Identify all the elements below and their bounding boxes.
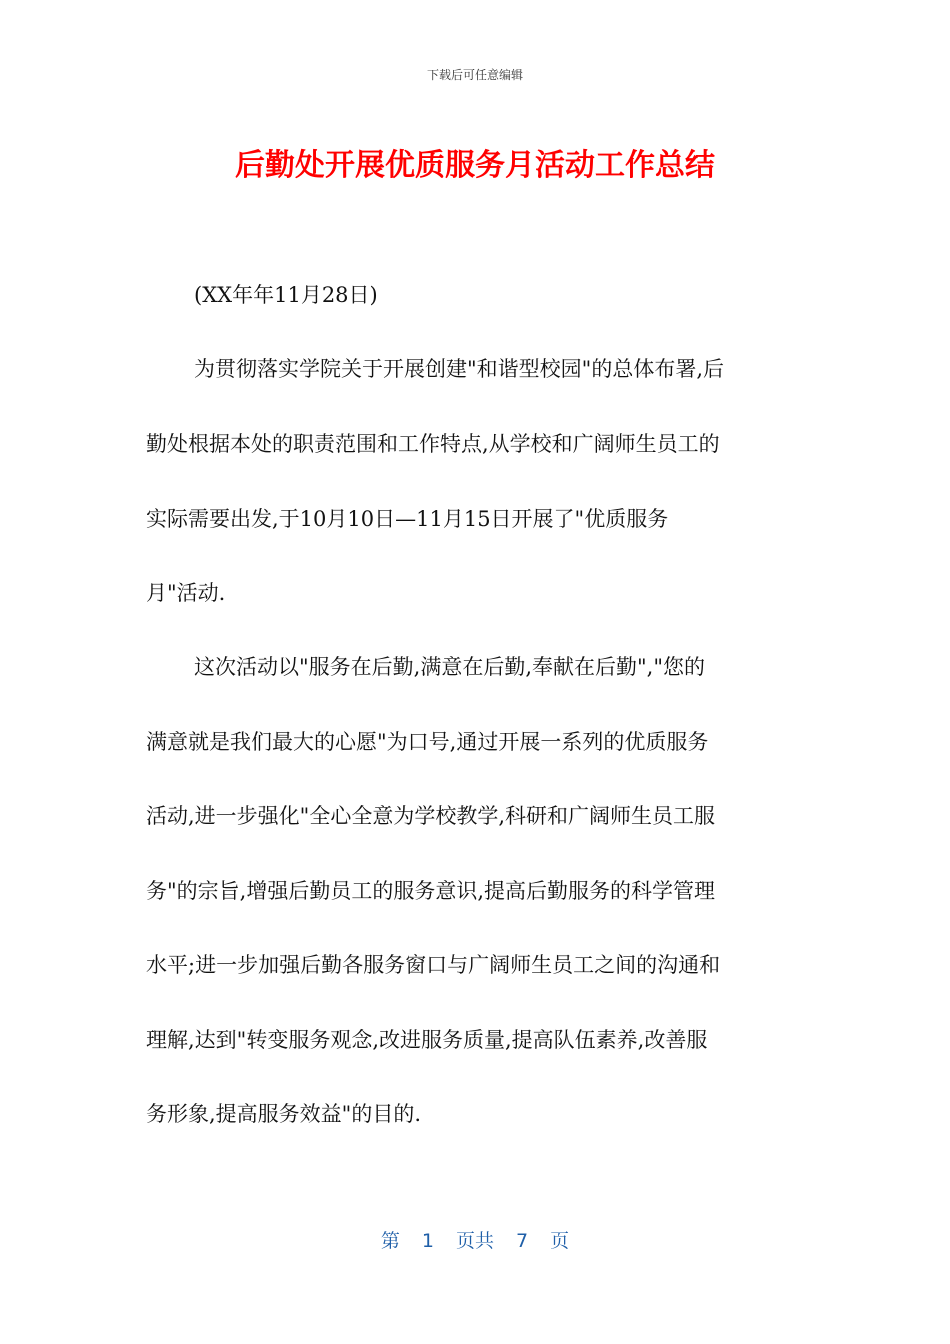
paragraph-1-line-3: 实际需要出发,于10月10日—11月15日开展了"优质服务 <box>146 507 669 531</box>
paragraph-2-line-5: 水平;进一步加强后勤各服务窗口与广阔师生员工之间的沟通和 <box>146 953 721 977</box>
page-footer <box>0 1226 950 1253</box>
paragraph-2-line-7: 务形象,提高服务效益"的目的. <box>146 1102 422 1126</box>
paragraph-2-line-2: 满意就是我们最大的心愿"为口号,通过开展一系列的优质服务 <box>146 730 709 754</box>
paragraph-1-line-2: 勤处根据本处的职责范围和工作特点,从学校和广阔师生员工的 <box>146 432 720 456</box>
date-line: (XX年年11月28日) <box>194 283 378 307</box>
footer-current-page: 1 <box>421 1230 434 1252</box>
paragraph-1-line-1: 为贯彻落实学院关于开展创建"和谐型校园"的总体布署,后 <box>194 357 724 381</box>
paragraph-2-line-6: 理解,达到"转变服务观念,改进服务质量,提高队伍素养,改善服 <box>146 1028 708 1052</box>
paragraph-1-line-4: 月"活动. <box>146 581 226 605</box>
footer-suffix: 页 <box>550 1230 570 1252</box>
paragraph-2-line-1: 这次活动以"服务在后勤,满意在后勤,奉献在后勤","您的 <box>194 655 706 679</box>
paragraph-2-line-3: 活动,进一步强化"全心全意为学校教学,科研和广阔师生员工服 <box>146 804 716 828</box>
footer-total-pages: 7 <box>516 1230 529 1252</box>
document-title: 后勤处开展优质服务月活动工作总结 <box>235 148 715 183</box>
footer-prefix: 第 <box>380 1230 400 1252</box>
footer-middle: 页共 <box>455 1230 494 1252</box>
paragraph-2-line-4: 务"的宗旨,增强后勤员工的服务意识,提高后勤服务的科学管理 <box>146 879 716 903</box>
header-note: 下载后可任意编辑 <box>426 68 523 82</box>
